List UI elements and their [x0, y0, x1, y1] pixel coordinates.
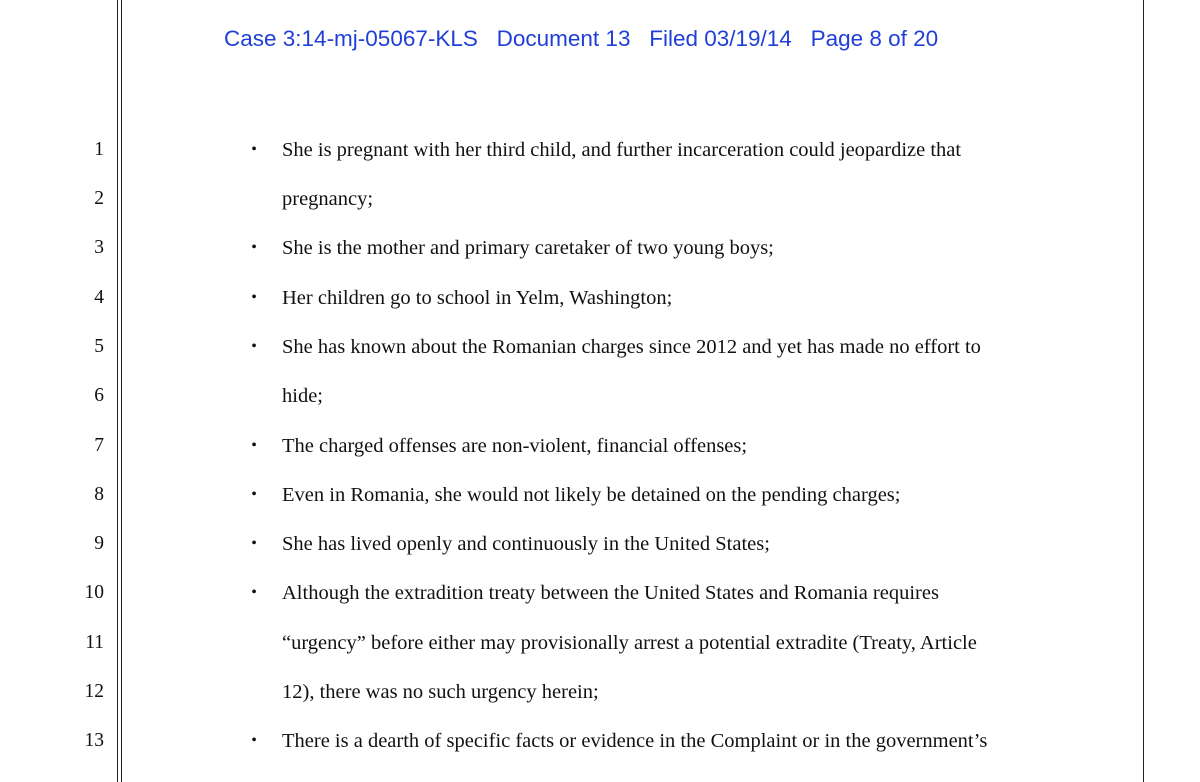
list-item-text: There is a dearth of specific facts or evidence in the Complaint or in the government’s — [282, 730, 988, 752]
list-item-text-continuation: hide; — [282, 385, 323, 407]
list-item-text: She has lived openly and continuously in the United States; — [282, 533, 770, 555]
bullet-icon: • — [251, 239, 257, 256]
line-number: 10 — [84, 582, 104, 603]
bullet-icon: • — [251, 732, 257, 749]
list-item-text-continuation: 12), there was no such urgency herein; — [282, 681, 599, 703]
list-item-text: Even in Romania, she would not likely be detained on the pending charges; — [282, 484, 901, 506]
bullet-icon: • — [251, 437, 257, 454]
bullet-icon: • — [251, 535, 257, 552]
list-item-text-continuation: pregnancy; — [282, 188, 374, 210]
left-margin-rule-inner — [121, 0, 122, 782]
bullet-icon: • — [251, 338, 257, 355]
line-number: 4 — [94, 287, 104, 308]
line-number: 12 — [84, 681, 104, 702]
bullet-icon: • — [251, 486, 257, 503]
left-margin-rule-outer — [117, 0, 118, 782]
line-number: 9 — [94, 533, 104, 554]
list-item-text: She has known about the Romanian charges since 2012 and yet has made no effort to — [282, 336, 981, 358]
case-stamp-header: Case 3:14-mj-05067-KLS Document 13 Filed 03/19/14 Page 8 of 20 — [224, 26, 939, 51]
line-number: 5 — [94, 336, 104, 357]
list-item-text: She is pregnant with her third child, and further incarceration could jeopardize that — [282, 139, 962, 161]
bullet-icon: • — [251, 141, 257, 158]
line-number: 8 — [94, 484, 104, 505]
right-margin-rule — [1143, 0, 1144, 782]
line-number: 1 — [94, 139, 104, 160]
line-number: 7 — [94, 435, 104, 456]
line-number: 11 — [85, 632, 104, 653]
list-item-text: Although the extradition treaty between the United States and Romania requires — [282, 582, 939, 604]
line-number: 2 — [94, 188, 104, 209]
line-number: 13 — [84, 730, 104, 751]
list-item-text: Her children go to school in Yelm, Washington; — [282, 287, 673, 309]
bullet-icon: • — [251, 584, 257, 601]
list-item-text: She is the mother and primary caretaker of two young boys; — [282, 237, 774, 259]
line-number: 6 — [94, 385, 104, 406]
line-number: 3 — [94, 237, 104, 258]
bullet-icon: • — [251, 289, 257, 306]
list-item-text-continuation: “urgency” before either may provisionally arrest a potential extradite (Treaty, Article — [282, 632, 977, 654]
list-item-text: The charged offenses are non-violent, financial offenses; — [282, 435, 748, 457]
